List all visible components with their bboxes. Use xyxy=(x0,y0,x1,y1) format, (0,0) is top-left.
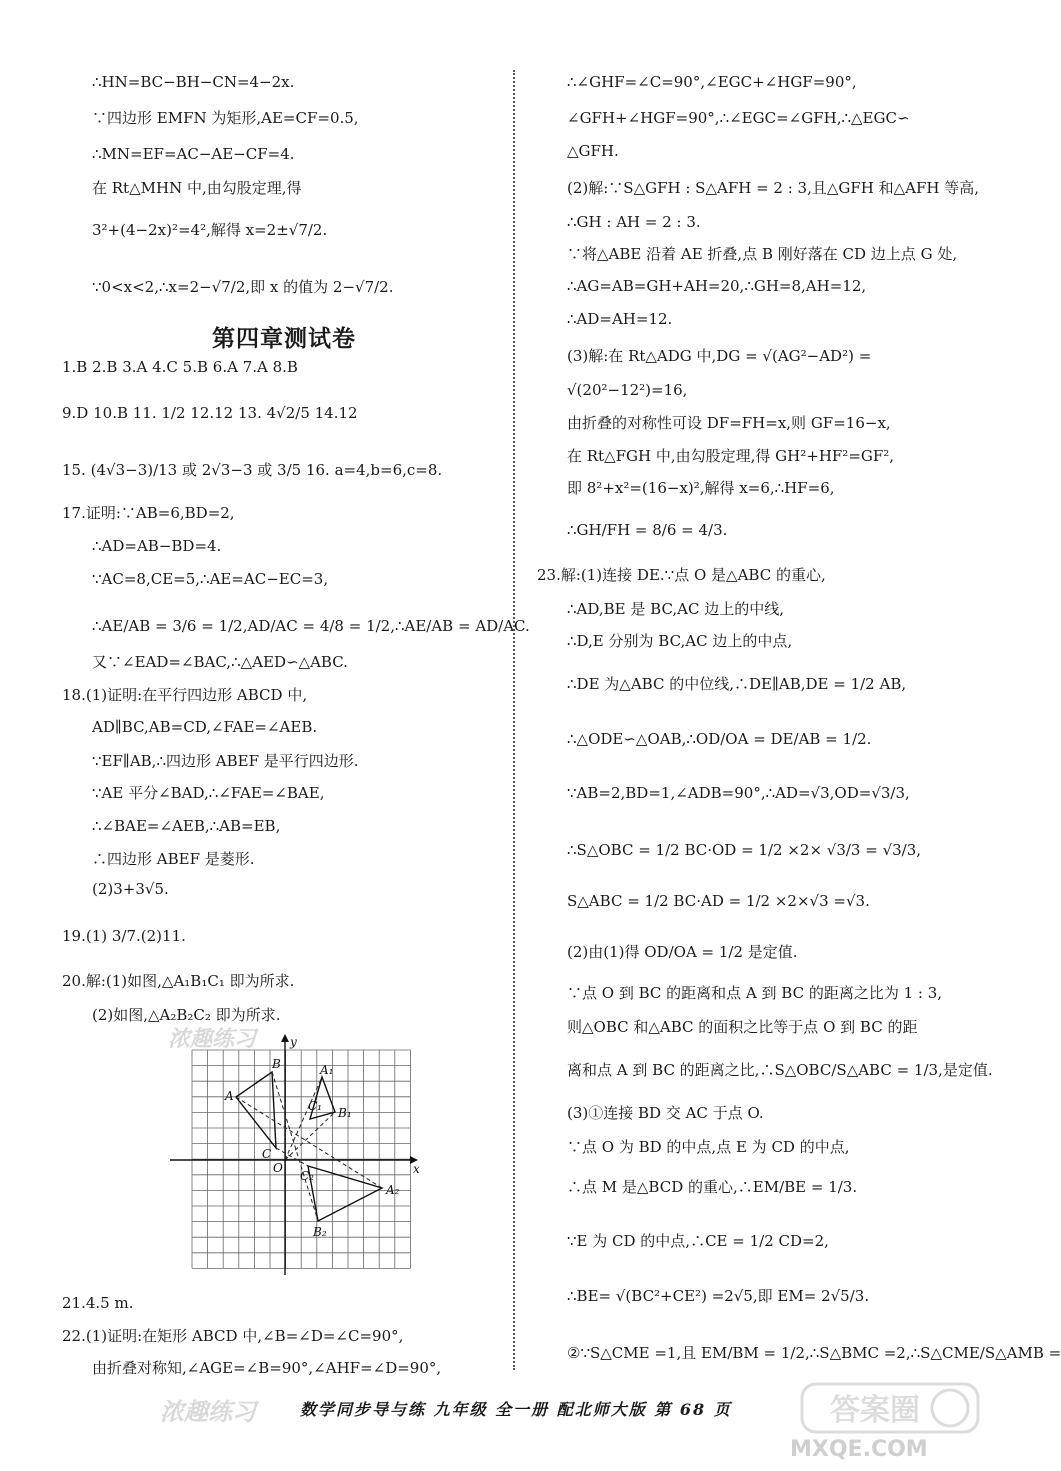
text-line: ∵点 O 为 BD 的中点,点 E 为 CD 的中点, xyxy=(567,1138,850,1156)
text-line: 则△OBC 和△ABC 的面积之比等于点 O 到 BC 的距 xyxy=(567,1018,918,1036)
text-line: (2)由(1)得 OD/OA = 1/2 是定值. xyxy=(567,943,798,961)
text-line: 由折叠的对称性可设 DF=FH=x,则 GF=16−x, xyxy=(567,414,891,432)
text-line: ∵E 为 CD 的中点,∴CE = 1/2 CD=2, xyxy=(567,1232,829,1250)
answer-line: ∵EF∥AB,∴四边形 ABEF 是平行四边形. xyxy=(92,752,359,770)
text-line: S△ABC = 1/2 BC·AD = 1/2 ×2×√3 =√3. xyxy=(567,892,870,910)
text-line: 23.解:(1)连接 DE.∵点 O 是△ABC 的重心, xyxy=(537,566,826,584)
watermark-text: 浓趣练习 xyxy=(168,1027,257,1052)
answer-line: (2)如图,△A₂B₂C₂ 即为所求. xyxy=(92,1006,281,1024)
text-line: ∴S△OBC = 1/2 BC·OD = 1/2 ×2× √3/3 = √3/3, xyxy=(567,841,922,859)
coordinate-figure xyxy=(170,1030,420,1284)
text-line: ∠GFH+∠HGF=90°,∴∠EGC=∠GFH,∴△EGC∽ xyxy=(567,109,910,127)
text-line: ∴D,E 分别为 BC,AC 边上的中点, xyxy=(567,632,793,650)
answer-line: 21.4.5 m. xyxy=(62,1294,134,1312)
answer-line: 19.(1) 3/7.(2)11. xyxy=(62,927,186,945)
text-line: 在 Rt△MHN 中,由勾股定理,得 xyxy=(92,179,302,197)
text-line: ∴∠GHF=∠C=90°,∠EGC+∠HGF=90°, xyxy=(567,73,857,91)
answer-line: ∴四边形 ABEF 是菱形. xyxy=(92,850,255,868)
answer-line: 15. (4√3−3)/13 或 2√3−3 或 3/5 16. a=4,b=6,c=8. xyxy=(62,461,443,479)
text-line: ∵点 O 到 BC 的距离和点 A 到 BC 的距离之比为 1 : 3, xyxy=(567,984,943,1002)
answer-line: ∴∠BAE=∠AEB,∴AB=EB, xyxy=(92,817,281,835)
answer-line: 17.证明:∵AB=6,BD=2, xyxy=(62,504,235,522)
text-line: ∴AD,BE 是 BC,AC 边上的中线, xyxy=(567,600,785,618)
label-a1: A₁ xyxy=(320,1063,334,1077)
text-line: 3²+(4−2x)²=4²,解得 x=2±√7/2. xyxy=(92,221,328,239)
text-line: ∴△ODE∽△OAB,∴OD/OA = DE/AB = 1/2. xyxy=(567,730,872,748)
text-line: ∵0<x<2,∴x=2−√7/2,即 x 的值为 2−√7/2. xyxy=(92,278,394,296)
answer-line: ∴AE/AB = 3/6 = 1/2,AD/AC = 4/8 = 1/2,∴AE/AB = AD/AC. xyxy=(92,617,530,635)
answer-line: AD∥BC,AB=CD,∠FAE=∠AEB. xyxy=(92,718,318,736)
label-b: B xyxy=(272,1057,281,1071)
answer-line: 22.(1)证明:在矩形 ABCD 中,∠B=∠D=∠C=90°, xyxy=(62,1327,404,1345)
text-line: ∵AB=2,BD=1,∠ADB=90°,∴AD=√3,OD=√3/3, xyxy=(567,784,910,802)
triangle-a2b2c2 xyxy=(308,1166,382,1221)
watermark-url: MXQE.COM xyxy=(790,1437,928,1462)
text-line: ∵四边形 EMFN 为矩形,AE=CF=0.5, xyxy=(92,109,359,127)
label-c1: C₁ xyxy=(308,1099,322,1113)
label-a2: A₂ xyxy=(386,1183,400,1197)
text-line: ∴点 M 是△BCD 的重心,∴EM/BE = 1/3. xyxy=(567,1178,858,1196)
answer-line: ∵AE 平分∠BAD,∴∠FAE=∠BAE, xyxy=(92,784,325,802)
grid-diagram xyxy=(170,1030,420,1280)
text-line: (3)解:在 Rt△ADG 中,DG = √(AG²−AD²) = xyxy=(567,347,872,365)
answer-line: 又∵∠EAD=∠BAC,∴△AED∽△ABC. xyxy=(92,653,348,671)
text-line: ∴AD=AH=12. xyxy=(567,310,673,328)
chapter-title: 第四章测试卷 xyxy=(212,326,356,352)
y-axis-arrow xyxy=(281,1034,289,1042)
origin-label: O xyxy=(273,1161,283,1175)
answer-line: 18.(1)证明:在平行四边形 ABCD 中, xyxy=(62,686,308,704)
label-b1: B₁ xyxy=(338,1106,352,1120)
label-a: A xyxy=(225,1089,234,1103)
text-line: ∴BE= √(BC²+CE²) =2√5,即 EM= 2√5/3. xyxy=(567,1287,870,1305)
axis-x-label: x xyxy=(413,1162,420,1176)
text-line: ∴HN=BC−BH−CN=4−2x. xyxy=(92,73,295,91)
text-line: ∴MN=EF=AC−AE−CF=4. xyxy=(92,145,295,163)
text-line: ∴DE 为△ABC 的中位线,∴DE∥AB,DE = 1/2 AB, xyxy=(567,675,907,693)
watermark-logo-text: 答案圈 xyxy=(830,1393,920,1428)
label-c: C xyxy=(262,1147,272,1161)
text-line: (2)解:∵S△GFH : S△AFH = 2 : 3,且△GFH 和△AFH 等高, xyxy=(567,179,980,197)
axis-y-label: y xyxy=(290,1035,297,1049)
answer-line: ∴AD=AB−BD=4. xyxy=(92,537,222,555)
text-line: ∵将△ABE 沿着 AE 折叠,点 B 刚好落在 CD 边上点 G 处, xyxy=(567,245,958,263)
answer-line: 1.B 2.B 3.A 4.C 5.B 6.A 7.A 8.B xyxy=(62,358,298,376)
watermark-logo xyxy=(800,1378,980,1442)
text-line: 即 8²+x²=(16−x)²,解得 x=6,∴HF=6, xyxy=(567,479,835,497)
label-b2: B₂ xyxy=(313,1225,327,1239)
page-footer: 数学同步导与练 九年级 全一册 配北师大版 第 68 页 xyxy=(300,1400,732,1419)
watermark-text: 浓趣练习 xyxy=(160,1398,256,1426)
text-line: ∴AG=AB=GH+AH=20,∴GH=8,AH=12, xyxy=(567,277,867,295)
label-c2: C₂ xyxy=(300,1169,314,1183)
watermark-logo-icon xyxy=(800,1378,980,1438)
answer-line: 由折叠对称知,∠AGE=∠B=90°,∠AHF=∠D=90°, xyxy=(92,1359,442,1377)
answer-line: ∵AC=8,CE=5,∴AE=AC−EC=3, xyxy=(92,570,329,588)
answer-line: 20.解:(1)如图,△A₁B₁C₁ 即为所求. xyxy=(62,972,295,990)
text-line: ∴GH/FH = 8/6 = 4/3. xyxy=(567,521,728,539)
text-line: ∴GH : AH = 2 : 3. xyxy=(567,213,701,231)
text-line: ②∵S△CME =1,且 EM/BM = 1/2,∴S△BMC =2,∴S△CME/S△AMB = xyxy=(567,1344,1061,1362)
text-line: √(20²−12²)=16, xyxy=(567,381,688,399)
text-line: 在 Rt△FGH 中,由勾股定理,得 GH²+HF²=GF², xyxy=(567,447,895,465)
text-line: 离和点 A 到 BC 的距离之比,∴S△OBC/S△ABC = 1/3,是定值. xyxy=(567,1061,993,1079)
column-divider xyxy=(513,70,515,1370)
answer-line: (2)3+3√5. xyxy=(92,880,169,898)
answer-line: 9.D 10.B 11. 1/2 12.12 13. 4√2/5 14.12 xyxy=(62,404,358,422)
text-line: △GFH. xyxy=(567,142,619,160)
text-line: (3)①连接 BD 交 AC 于点 O. xyxy=(567,1104,764,1122)
